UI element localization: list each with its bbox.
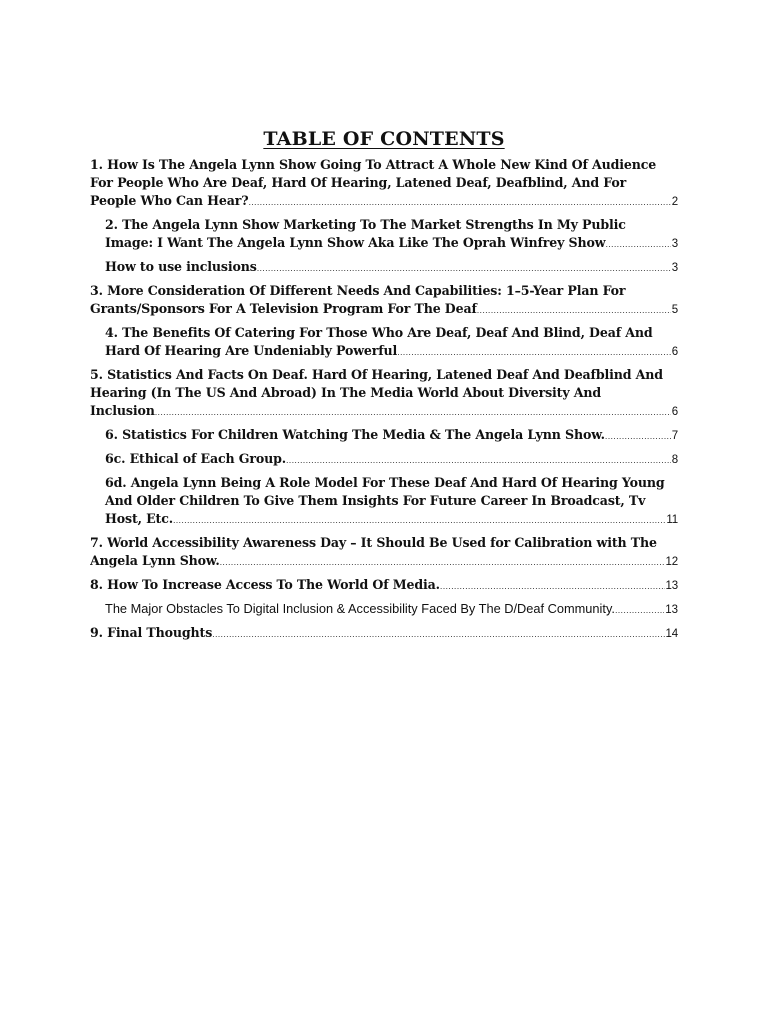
toc-entry-9-page: 14 — [665, 628, 678, 640]
dot-leader — [286, 451, 671, 469]
toc-entry-3[interactable] — [90, 282, 678, 319]
toc-entry-5-page: 6 — [671, 406, 678, 418]
toc-entry-2-text: Image: I Want The Angela Lynn Show Aka Like The Oprah Winfrey Show — [105, 235, 606, 250]
toc-list — [90, 156, 678, 643]
toc-entry-6c-text: 6c. Ethical of Each Group. — [105, 451, 286, 466]
toc-entry-1-line-1: 1. How Is The Angela Lynn Show Going To Attract A Whole New Kind Of Audience — [90, 157, 657, 172]
toc-entry-6c[interactable] — [90, 450, 678, 469]
toc-entry-6d-page: 11 — [666, 514, 678, 526]
toc-entry-8-text: 8. How To Increase Access To The World Of Media. — [90, 577, 440, 592]
toc-entry-1-page: 2 — [671, 196, 678, 208]
dot-leader — [173, 511, 665, 529]
toc-entry-5[interactable] — [90, 366, 678, 421]
dot-leader — [155, 403, 671, 421]
toc-entry-5-line-1: 5. Statistics And Facts On Deaf. Hard Of Hearing, Latened Deaf And Deafblind And — [90, 367, 663, 382]
toc-entry-6-page: 7 — [671, 430, 678, 442]
dot-leader — [257, 259, 671, 277]
toc-entry-2-page: 3 — [671, 238, 678, 250]
toc-entry-5-text: Inclusion — [90, 403, 155, 418]
dot-leader — [477, 301, 671, 319]
dot-leader — [615, 601, 664, 619]
toc-entry-5-line-2: Hearing (In The US And Abroad) In The Media World About Diversity And — [90, 385, 602, 400]
toc-entry-7-page: 12 — [665, 556, 678, 568]
toc-entry-7-text: Angela Lynn Show. — [90, 553, 220, 568]
toc-entry-3-page: 5 — [671, 304, 678, 316]
dot-leader — [212, 625, 664, 643]
toc-entry-4-page: 6 — [671, 346, 678, 358]
toc-entry-6[interactable] — [90, 426, 678, 445]
toc-entry-obstacles[interactable] — [90, 600, 678, 619]
dot-leader — [220, 553, 665, 571]
toc-entry-6-text: 6. Statistics For Children Watching The Media & The Angela Lynn Show. — [105, 427, 605, 442]
toc-entry-8-page: 13 — [665, 580, 678, 592]
toc-entry-6d-line-2: And Older Children To Give Them Insights For Future Career In Broadcast, Tv — [105, 493, 646, 508]
toc-entry-inclusions[interactable] — [90, 258, 678, 277]
dot-leader — [397, 343, 671, 361]
toc-entry-4-text: Hard Of Hearing Are Undeniably Powerful — [105, 343, 398, 358]
toc-entry-6c-page: 8 — [671, 454, 678, 466]
toc-entry-4-line-1: 4. The Benefits Of Catering For Those Who Are Deaf, Deaf And Blind, Deaf And — [105, 325, 653, 340]
toc-entry-9[interactable] — [90, 624, 678, 643]
toc-entry-7-line-1: 7. World Accessibility Awareness Day – It Should Be Used for Calibration with The — [90, 535, 657, 550]
toc-entry-inclusions-page: 3 — [671, 262, 678, 274]
toc-entry-6d[interactable] — [90, 474, 678, 529]
toc-entry-8[interactable] — [90, 576, 678, 595]
dot-leader — [605, 427, 671, 445]
dot-leader — [440, 577, 665, 595]
toc-entry-3-line-1: 3. More Consideration Of Different Needs And Capabilities: 1–5-Year Plan For — [90, 283, 626, 298]
toc-entry-1-line-2: For People Who Are Deaf, Hard Of Hearing, Latened Deaf, Deafblind, And For — [90, 175, 627, 190]
toc-page — [90, 126, 678, 648]
toc-entry-4[interactable] — [90, 324, 678, 361]
toc-entry-1[interactable] — [90, 156, 678, 211]
toc-entry-6d-line-1: 6d. Angela Lynn Being A Role Model For These Deaf And Hard Of Hearing Young — [105, 475, 665, 490]
dot-leader — [605, 235, 670, 253]
toc-entry-9-text: 9. Final Thoughts — [90, 625, 213, 640]
toc-entry-inclusions-text: How to use inclusions — [105, 259, 257, 274]
toc-entry-3-text: Grants/Sponsors For A Television Program For The Deaf — [90, 301, 477, 316]
toc-entry-obstacles-text: The Major Obstacles To Digital Inclusion & Accessibility Faced By The D/Deaf Community. — [105, 601, 615, 616]
toc-entry-obstacles-page: 13 — [665, 604, 678, 616]
toc-entry-6d-text: Host, Etc. — [105, 511, 173, 526]
toc-entry-7[interactable] — [90, 534, 678, 571]
dot-leader — [248, 193, 670, 211]
toc-entry-2-line-1: 2. The Angela Lynn Show Marketing To The Market Strengths In My Public — [105, 217, 626, 232]
toc-entry-2[interactable] — [90, 216, 678, 253]
toc-title: TABLE OF CONTENTS — [263, 128, 505, 150]
toc-entry-1-text: People Who Can Hear? — [90, 193, 249, 208]
